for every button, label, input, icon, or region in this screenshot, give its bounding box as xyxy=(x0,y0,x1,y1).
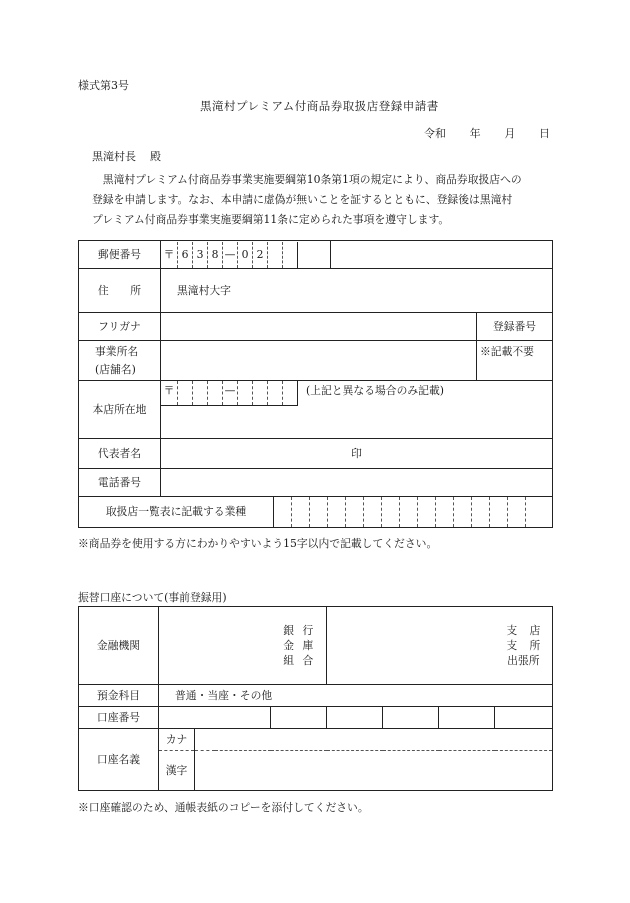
bank-type-options xyxy=(271,607,327,685)
statement-line-1: 黒滝村プレミアム付商品券事業実施要綱第10条第1項の規定により、商品券取扱店への xyxy=(102,173,522,186)
branch-type-branch[interactable]: 支 店 xyxy=(506,624,541,637)
industry-row xyxy=(79,497,553,528)
date-line xyxy=(424,125,550,141)
bankbook-copy-note: ※口座確認のため、通帳表紙のコピーを添付してください。 xyxy=(78,801,369,814)
char-box[interactable] xyxy=(526,497,552,527)
industry-field[interactable] xyxy=(274,497,552,527)
char-box[interactable] xyxy=(274,497,292,527)
business-name-label-2: (店舗名) xyxy=(95,362,136,376)
char-box[interactable] xyxy=(400,497,418,527)
head-office-note: (上記と異なる場合のみ記載) xyxy=(306,384,444,397)
account-holder-kana-field[interactable] xyxy=(195,729,553,751)
char-box[interactable] xyxy=(346,497,364,527)
deposit-type-label: 預金科目 xyxy=(79,685,159,707)
account-holder-kanji-field[interactable] xyxy=(195,751,553,791)
business-name-label xyxy=(79,341,161,381)
date-day: 日 xyxy=(538,127,550,140)
account-digit-box[interactable] xyxy=(383,707,439,729)
addressee xyxy=(92,148,161,164)
account-digit-box[interactable] xyxy=(159,707,271,729)
registration-number-field xyxy=(477,341,553,381)
postal-box[interactable] xyxy=(253,381,268,405)
head-office-field[interactable] xyxy=(161,381,553,439)
char-box[interactable] xyxy=(454,497,472,527)
postal-digit: 8 xyxy=(208,242,223,268)
postal-digit: 2 xyxy=(253,242,268,268)
business-name-field[interactable] xyxy=(161,341,477,381)
postal-digit: 3 xyxy=(193,242,208,268)
address-value: 黒滝村大字 xyxy=(177,284,231,297)
date-era: 令和 xyxy=(424,127,446,140)
char-box[interactable] xyxy=(382,497,400,527)
bank-type-bank[interactable]: 銀 行 xyxy=(283,624,314,637)
bank-section-heading: 振替口座について(事前登録用) xyxy=(78,591,227,604)
statement-line-3: プレミアム付商品券事業実施要綱第11条に定められた事項を遵守します。 xyxy=(92,213,450,226)
char-box[interactable] xyxy=(364,497,382,527)
business-name-label-1: 事業所名 xyxy=(95,344,139,358)
bank-type-kumiai[interactable]: 組 合 xyxy=(283,654,314,667)
representative-label: 代表者名 xyxy=(79,439,161,469)
statement-line-2: 登録を申請します。なお、本申請に虚偽が無いことを証するとともに、登録後は黒滝村 xyxy=(92,193,513,206)
address-label-1: 住 xyxy=(97,284,109,297)
application-statement xyxy=(92,170,552,230)
postal-box[interactable] xyxy=(268,381,283,405)
institution-label: 金融機関 xyxy=(79,607,159,685)
account-digit-box[interactable] xyxy=(327,707,383,729)
kana-label: カナ xyxy=(159,729,195,751)
institution-name-field[interactable] xyxy=(159,607,271,685)
registration-number-note: ※記載不要 xyxy=(480,345,534,358)
postal-digit xyxy=(268,242,283,268)
addressee-honorific: 殿 xyxy=(150,150,161,163)
char-box[interactable] xyxy=(490,497,508,527)
account-digit-box[interactable] xyxy=(271,707,327,729)
phone-field[interactable] xyxy=(161,469,553,497)
account-digit-box[interactable] xyxy=(495,707,553,729)
bank-account-table xyxy=(78,606,553,791)
char-box[interactable] xyxy=(328,497,346,527)
address-label-2: 所 xyxy=(130,284,142,297)
char-box[interactable] xyxy=(310,497,328,527)
postal-code-label: 郵便番号 xyxy=(79,241,161,269)
char-box[interactable] xyxy=(292,497,310,527)
postal-code-blank xyxy=(331,241,553,269)
phone-label: 電話番号 xyxy=(79,469,161,497)
registration-number-label: 登録番号 xyxy=(477,313,553,341)
kanji-label: 漢字 xyxy=(159,751,195,791)
head-office-label: 本店所在地 xyxy=(79,381,161,439)
form-number: 様式第3号 xyxy=(78,79,129,92)
industry-note: ※商品券を使用する方にわかりやすいよう15字以内で記載してください。 xyxy=(78,537,438,550)
head-office-postal-dash: — xyxy=(223,381,238,405)
seal-mark: 印 xyxy=(351,447,362,460)
bank-type-shinkin[interactable]: 金 庫 xyxy=(283,639,314,652)
account-number-label: 口座番号 xyxy=(79,707,159,729)
postal-digit xyxy=(283,242,298,268)
addressee-name: 黒滝村長 xyxy=(92,150,136,163)
char-box[interactable] xyxy=(508,497,526,527)
branch-type-office[interactable]: 支 所 xyxy=(506,639,541,652)
deposit-type-value: 普通・当座・その他 xyxy=(175,689,273,702)
address-field[interactable] xyxy=(161,269,553,313)
char-box[interactable] xyxy=(472,497,490,527)
representative-field[interactable] xyxy=(161,439,553,469)
head-office-postal-mark: 〒 xyxy=(161,381,178,405)
address-label xyxy=(79,269,161,313)
date-month: 月 xyxy=(504,127,516,140)
postal-code-field[interactable] xyxy=(161,241,331,269)
branch-name-field[interactable] xyxy=(327,607,495,685)
furigana-field[interactable] xyxy=(161,313,477,341)
postal-digit: 0 xyxy=(238,242,253,268)
store-info-table xyxy=(78,240,553,528)
postal-box[interactable] xyxy=(283,381,298,405)
date-year: 年 xyxy=(469,127,481,140)
char-box[interactable] xyxy=(418,497,436,527)
postal-box[interactable] xyxy=(178,381,193,405)
deposit-type-options[interactable] xyxy=(159,685,553,707)
postal-digit: — xyxy=(223,242,238,268)
postal-mark: 〒 xyxy=(161,242,178,268)
branch-type-agency[interactable]: 出張所 xyxy=(507,654,540,667)
furigana-label: フリガナ xyxy=(79,313,161,341)
account-digit-box[interactable] xyxy=(439,707,495,729)
postal-digit: 6 xyxy=(178,242,193,268)
postal-box[interactable] xyxy=(193,381,208,405)
account-holder-label: 口座名義 xyxy=(79,729,159,791)
char-box[interactable] xyxy=(436,497,454,527)
postal-box[interactable] xyxy=(208,381,223,405)
document-title: 黒滝村プレミアム付商品券取扱店登録申請書 xyxy=(200,99,439,113)
postal-box[interactable] xyxy=(238,381,253,405)
industry-label: 取扱店一覧表に記載する業種 xyxy=(79,497,274,527)
branch-type-options xyxy=(495,607,553,685)
